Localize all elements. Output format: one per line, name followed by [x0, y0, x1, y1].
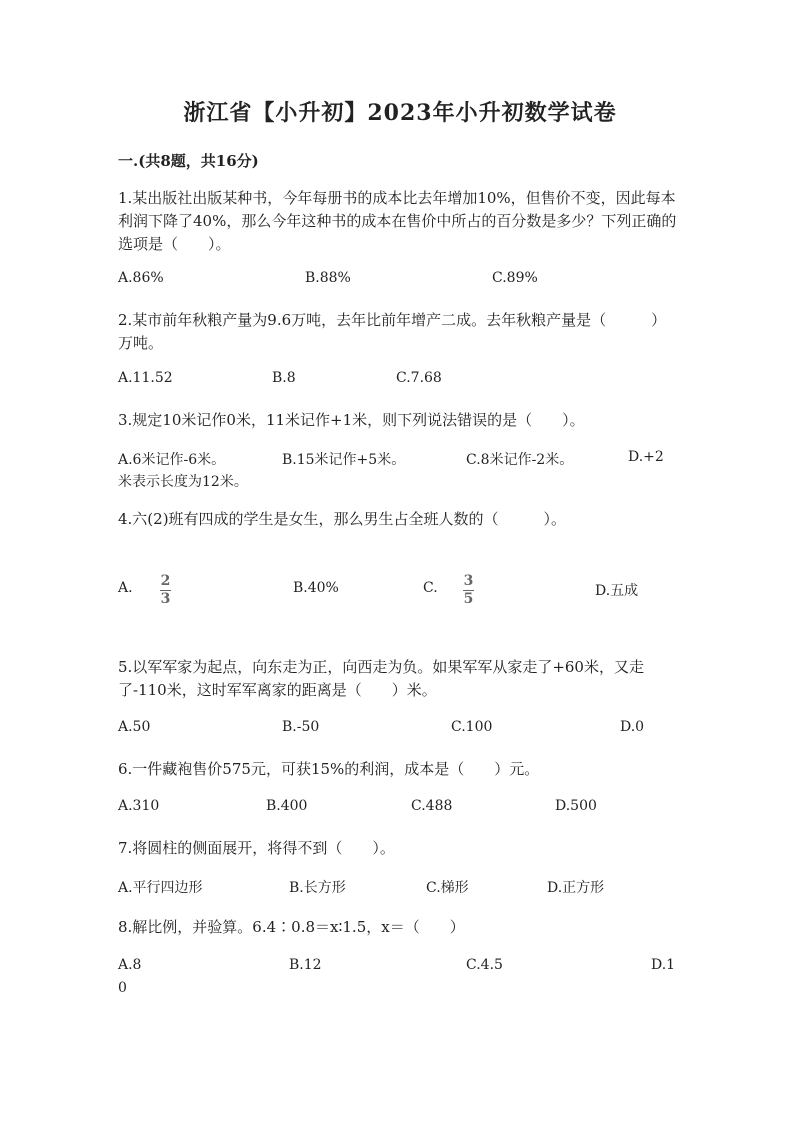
fraction-numerator: 3 [463, 573, 474, 589]
q1-option-c: C.89% [492, 270, 538, 286]
q7-option-d: D.正方形 [547, 880, 605, 896]
q4-option-c-fraction [463, 574, 474, 607]
q3-option-d-continued: 米表示长度为12米。 [118, 474, 248, 490]
q8-option-b: B.12 [289, 957, 322, 973]
q4-option-b: B.40% [293, 580, 339, 596]
question-2-text: 2.某市前年秋粮产量为9.6万吨，去年比前年增产二成。去年秋粮产量是（ ）万吨。 [118, 311, 667, 352]
question-3-text: 3.规定10米记作0米，11米记作+1米，则下列说法错误的是（ ）。 [118, 411, 585, 429]
question-7-text: 7.将圆柱的侧面展开，将得不到（ ）。 [118, 839, 395, 857]
question-4-text: 4.六(2)班有四成的学生是女生，那么男生占全班人数的（ ）。 [118, 510, 567, 528]
question-8-text: 8.解比例，并验算。6.4∶0.8＝x∶1.5，x＝（ ） [118, 918, 465, 936]
q5-option-c: C.100 [451, 719, 493, 735]
q4-option-a: A. [118, 580, 133, 596]
q7-option-c: C.梯形 [426, 880, 469, 896]
q3-option-b: B.15米记作+5米。 [282, 452, 406, 468]
q6-option-a: A.310 [118, 798, 160, 814]
q5-option-b: B.-50 [282, 719, 320, 735]
q8-option-a: A.8 [118, 957, 142, 973]
section-heading: 一.(共8题，共16分) [118, 152, 259, 170]
fraction-numerator: 2 [160, 573, 171, 589]
q7-option-a: A.平行四边形 [118, 880, 203, 896]
page-title: 浙江省【小升初】2023年小升初数学试卷 [183, 100, 617, 126]
q4-option-a-fraction [160, 574, 171, 607]
question-1-text: 1.某出版社出版某种书，今年每册书的成本比去年增加10%，但售价不变，因此每本利润下降了40%，那么今年这种书的成本在售价中所占的百分数是多少？下列正确的选项是（ ）。 [118, 189, 677, 253]
q3-option-a: A.6米记作-6米。 [118, 452, 226, 468]
q6-option-d: D.500 [555, 798, 597, 814]
q5-option-d: D.0 [620, 719, 645, 735]
q6-option-b: B.400 [266, 798, 308, 814]
q1-option-a: A.86% [118, 270, 164, 286]
question-5-text: 5.以军军家为起点，向东走为正，向西走为负。如果军军从家走了+60米，又走了-110米，这时军军离家的距离是（ ）米。 [118, 658, 644, 699]
q1-option-b: B.88% [305, 270, 351, 286]
q2-option-a: A.11.52 [118, 370, 173, 386]
q3-option-c: C.8米记作-2米。 [466, 452, 574, 468]
q7-option-b: B.长方形 [289, 880, 346, 896]
q4-option-c: C. [423, 580, 438, 596]
question-6-text: 6.一件藏袍售价575元，可获15%的利润，成本是（ ）元。 [118, 760, 540, 778]
fraction-denominator: 3 [160, 591, 171, 607]
fraction-denominator: 5 [463, 591, 474, 607]
q6-option-c: C.488 [411, 798, 453, 814]
q8-option-d-continued: 0 [118, 980, 127, 996]
q8-option-c: C.4.5 [466, 957, 503, 973]
q5-option-a: A.50 [118, 719, 151, 735]
q2-option-b: B.8 [272, 370, 296, 386]
q3-option-d: D.+2 [628, 449, 664, 465]
q2-option-c: C.7.68 [396, 370, 442, 386]
q8-option-d: D.1 [651, 957, 676, 973]
q4-option-d: D.五成 [595, 583, 639, 599]
